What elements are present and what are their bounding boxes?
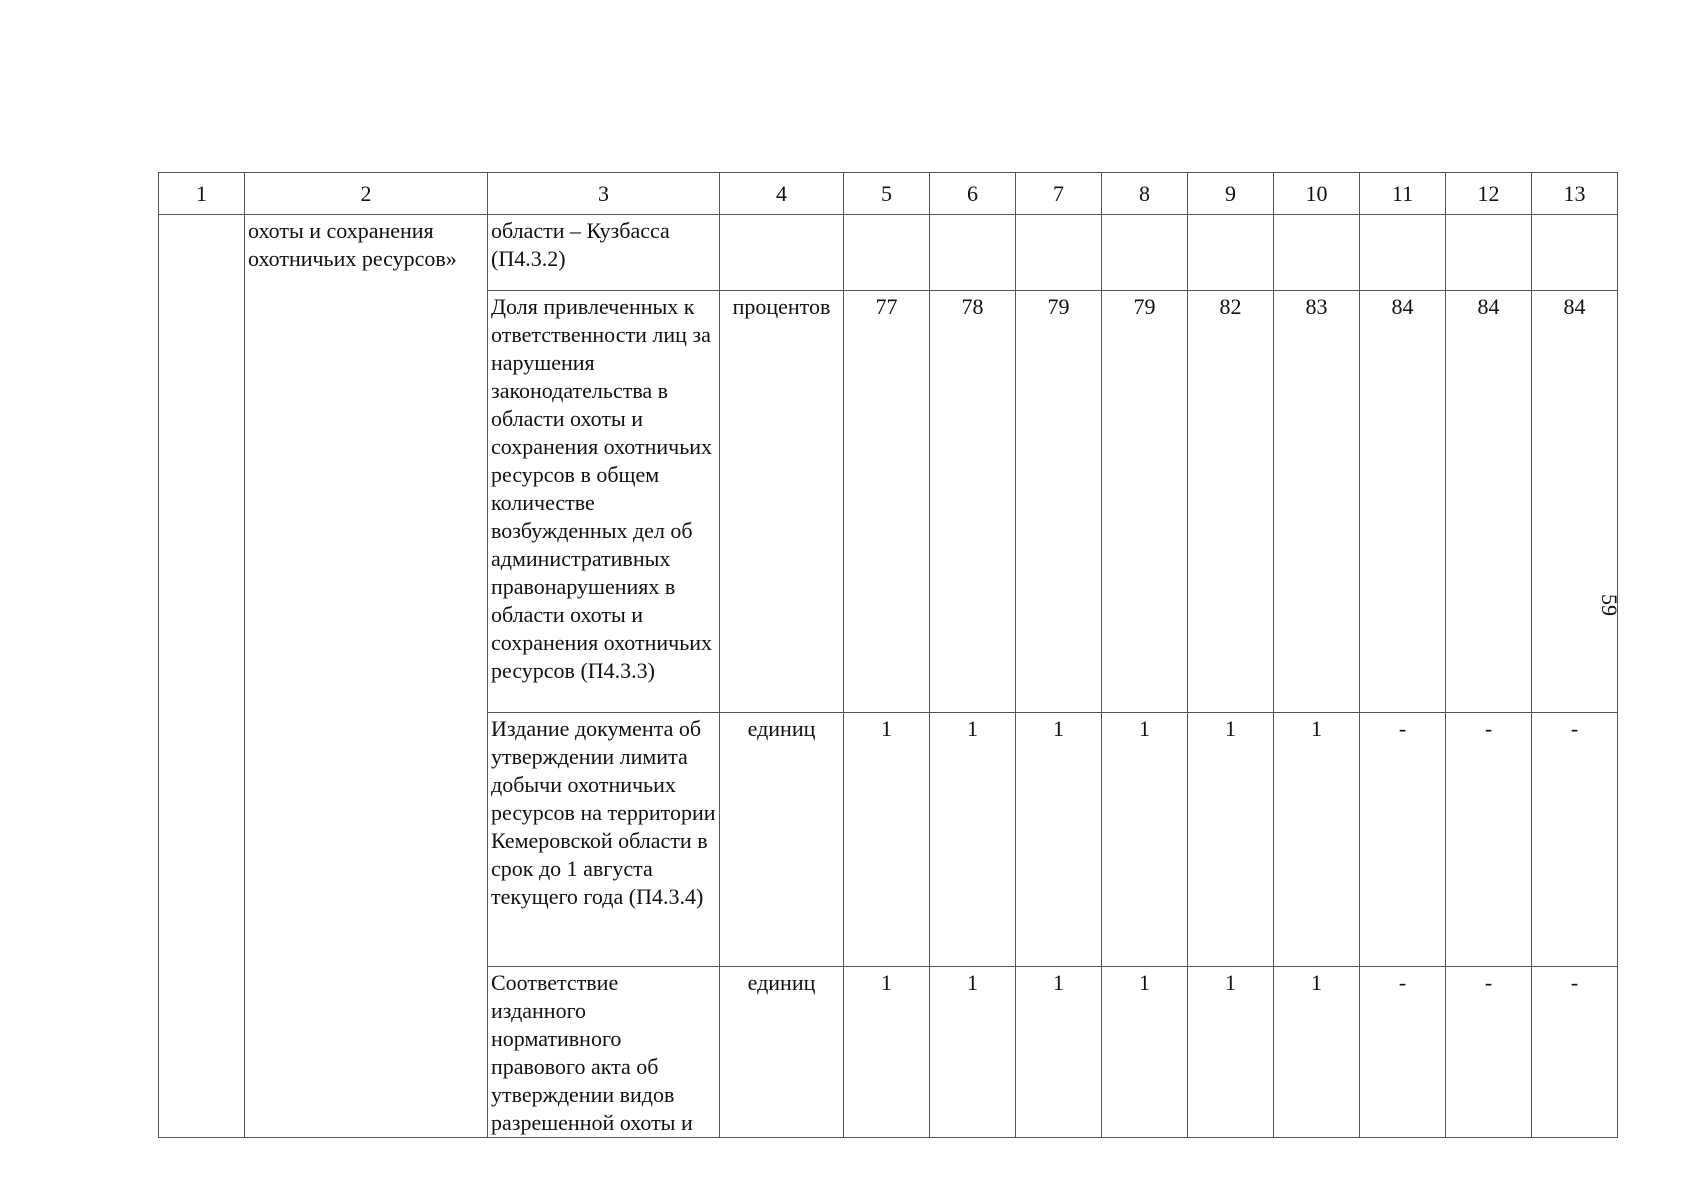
header-cell: 11 — [1360, 173, 1446, 215]
indicator-cell: Доля привлеченных к ответственности лиц за нарушения законодательства в области охоты и сохранения охотничьих ресурсов в общем количестве возбужденных дел об административных правонарушениях в области охоты и сохранения охотничьих ресурсов (П4.3.3) — [488, 291, 720, 713]
unit-cell: процентов — [720, 291, 844, 713]
header-cell: 2 — [245, 173, 488, 215]
value-cell: 1 — [1016, 967, 1102, 1138]
indicator-cell: области – Кузбасса (П4.3.2) — [488, 215, 720, 291]
value-cell: 1 — [1102, 713, 1188, 967]
header-cell: 8 — [1102, 173, 1188, 215]
unit-cell: единиц — [720, 967, 844, 1138]
indicators-table — [158, 172, 1618, 1138]
value-cell: 79 — [1102, 291, 1188, 713]
header-cell: 7 — [1016, 173, 1102, 215]
indicator-cell: Издание документа об утверждении лимита добычи охотничьих ресурсов на территории Кемеровской области в срок до 1 августа текущего года (П4.3.4) — [488, 713, 720, 967]
value-cell: - — [1360, 967, 1446, 1138]
value-cell — [1274, 215, 1360, 291]
value-cell: 83 — [1274, 291, 1360, 713]
value-cell: 82 — [1188, 291, 1274, 713]
value-cell: 1 — [1016, 713, 1102, 967]
value-cell: - — [1360, 713, 1446, 967]
value-cell: 84 — [1360, 291, 1446, 713]
value-cell — [930, 215, 1016, 291]
unit-cell: единиц — [720, 713, 844, 967]
value-cell: 1 — [930, 713, 1016, 967]
header-row — [159, 173, 1618, 215]
header-cell: 12 — [1446, 173, 1532, 215]
value-cell — [1446, 215, 1532, 291]
header-cell: 3 — [488, 173, 720, 215]
value-cell: - — [1446, 967, 1532, 1138]
value-cell — [844, 215, 930, 291]
value-cell: - — [1532, 713, 1618, 967]
value-cell — [1360, 215, 1446, 291]
header-cell: 4 — [720, 173, 844, 215]
header-cell: 10 — [1274, 173, 1360, 215]
value-cell — [1532, 215, 1618, 291]
value-cell: 1 — [844, 713, 930, 967]
value-cell: 1 — [1188, 713, 1274, 967]
header-cell: 1 — [159, 173, 245, 215]
value-cell: 1 — [1102, 967, 1188, 1138]
value-cell: 1 — [1274, 713, 1360, 967]
value-cell: 1 — [930, 967, 1016, 1138]
value-cell: 84 — [1446, 291, 1532, 713]
value-cell: - — [1446, 713, 1532, 967]
value-cell: - — [1532, 967, 1618, 1138]
value-cell: 1 — [1274, 967, 1360, 1138]
header-cell: 6 — [930, 173, 1016, 215]
value-cell: 1 — [844, 967, 930, 1138]
number-cell — [159, 215, 245, 1138]
page-number: 59 — [1597, 594, 1622, 616]
value-cell: 77 — [844, 291, 930, 713]
header-cell: 9 — [1188, 173, 1274, 215]
value-cell — [1188, 215, 1274, 291]
value-cell: 78 — [930, 291, 1016, 713]
table-row — [159, 215, 1618, 291]
value-cell: 79 — [1016, 291, 1102, 713]
value-cell: 84 — [1532, 291, 1618, 713]
value-cell: 1 — [1188, 967, 1274, 1138]
value-cell — [1016, 215, 1102, 291]
subprogram-cell: охоты и сохранения охотничьих ресурсов» — [245, 215, 488, 1138]
header-cell: 13 — [1532, 173, 1618, 215]
indicator-cell: Соответствие изданного нормативного правового акта об утверждении видов разрешенной охоты и — [488, 967, 720, 1138]
value-cell — [1102, 215, 1188, 291]
header-cell: 5 — [844, 173, 930, 215]
unit-cell — [720, 215, 844, 291]
